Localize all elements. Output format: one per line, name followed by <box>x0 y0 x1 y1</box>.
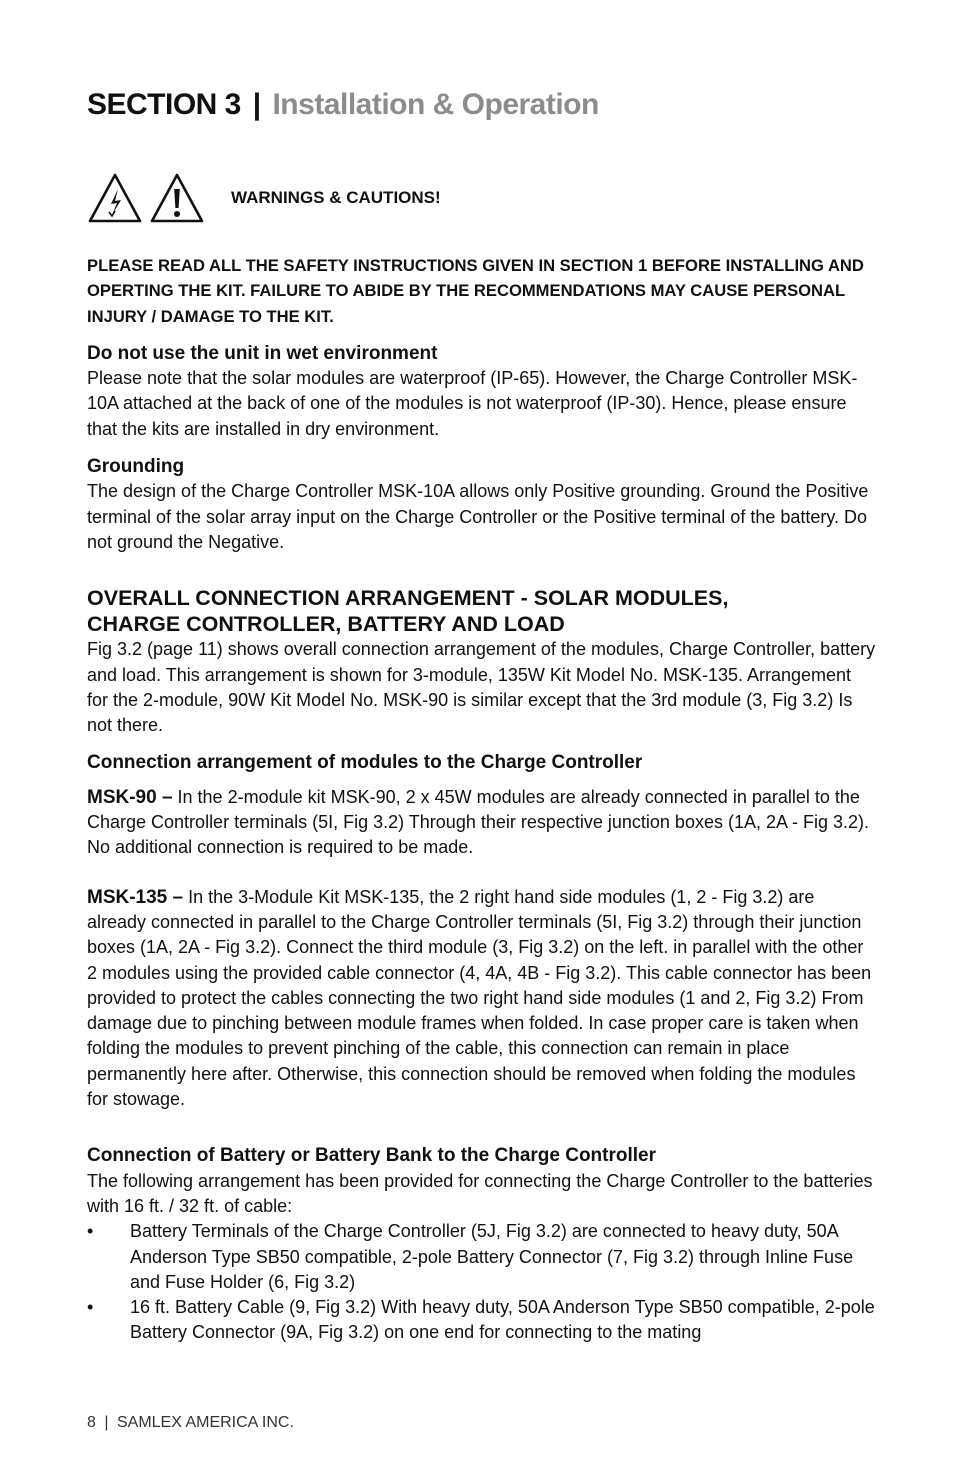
msk135-paragraph <box>87 885 877 1113</box>
overall-heading-line2: CHARGE CONTROLLER, BATTERY AND LOAD <box>87 612 565 637</box>
page-number: 8 <box>87 1414 96 1431</box>
list-item <box>87 1295 877 1346</box>
overall-heading-line1: OVERALL CONNECTION ARRANGEMENT - SOLAR MODULES, <box>87 586 729 611</box>
wet-environment-heading: Do not use the unit in wet environment <box>87 342 438 364</box>
warnings-row <box>87 170 441 226</box>
section-number: SECTION 3 <box>87 88 241 121</box>
battery-connection-intro: The following arrangement has been provided for connecting the Charge Controller to the batteries with 16 ft. / 32 ft. of cable: <box>87 1170 873 1216</box>
overall-connection-body: Fig 3.2 (page 11) shows overall connection arrangement of the modules, Charge Controller, battery and load. This arrangement is shown for 3-module, 135W Kit Model No. MSK-135. Arrangement for the 2-module, 90W Kit Model No. MSK-90 is similar except that the 3rd module (3, Fig 3.2) Is not there. <box>87 639 876 736</box>
caution-exclamation-icon <box>149 172 205 224</box>
bullet-symbol: • <box>87 1297 94 1318</box>
section-name: Installation & Operation <box>272 88 599 121</box>
safety-notice: PLEASE READ ALL THE SAFETY INSTRUCTIONS GIVEN IN SECTION 1 BEFORE INSTALLING AND OPERTING THE KIT. FAILURE TO ABIDE BY THE RECOMMENDATIONS MAY CAUSE PERSONAL INJURY / DAMAGE TO THE KIT. <box>87 256 864 326</box>
warnings-label: WARNINGS & CAUTIONS! <box>231 188 441 207</box>
grounding-heading: Grounding <box>87 456 185 478</box>
msk90-paragraph <box>87 785 877 861</box>
wet-environment-body: Please note that the solar modules are waterproof (IP-65). However, the Charge Controller MSK-10A attached at the back of one of the modules is not waterproof (IP-30). Hence, please ensure that the kits are installed in dry environment. <box>87 368 858 439</box>
electric-shock-warning-icon <box>87 172 143 224</box>
msk90-body: In the 2-module kit MSK-90, 2 x 45W modules are already connected in parallel to the Charge Controller terminals (5I, Fig 3.2) Through their respective junction boxes (1A, 2A - Fig 3.2). No additional connection is required to be made. <box>87 786 870 858</box>
overall-connection-heading <box>87 585 877 637</box>
page-footer <box>87 1414 294 1432</box>
list-item <box>87 1219 877 1295</box>
msk135-body: In the 3-Module Kit MSK-135, the 2 right hand side modules (1, 2 - Fig 3.2) are already connected in parallel to the Charge Controller terminals (5I, Fig 3.2) through their junction boxes (1A, 2A - Fig 3.2). Connect the third module (3, Fig 3.2) on the left. in parallel with the other 2 modules using the provided cable connector (4, 4A, 4B - Fig 3.2). This cable connector has been provided to protect the cables connecting the two right hand side modules (1 and 2, Fig 3.2) From damage due to pinching between module frames when folded. In case proper care is taken when folding the modules to prevent pinching of the cable, this connection can remain in place permanently here after. Otherwise, this connection should be removed when folding the modules for stowage. <box>87 886 872 1110</box>
msk135-lead: MSK-135 – <box>87 886 184 908</box>
bullet-symbol: • <box>87 1221 94 1242</box>
modules-connection-heading: Connection arrangement of modules to the Charge Controller <box>87 752 643 774</box>
list-item-text: 16 ft. Battery Cable (9, Fig 3.2) With heavy duty, 50A Anderson Type SB50 compatible, 2-pole Battery Connector (9A, Fig 3.2) on one end for connecting to the mating <box>130 1297 875 1343</box>
battery-connection-heading: Connection of Battery or Battery Bank to the Charge Controller <box>87 1145 657 1167</box>
msk90-lead: MSK-90 – <box>87 786 173 808</box>
section-title <box>87 88 599 122</box>
section-separator: | <box>252 88 261 121</box>
battery-bullet-list <box>87 1219 877 1345</box>
footer-separator: | <box>104 1414 109 1431</box>
grounding-body: The design of the Charge Controller MSK-10A allows only Positive grounding. Ground the Positive terminal of the solar array input on the Charge Controller or the Positive terminal of the battery. Do not ground the Negative. <box>87 481 869 552</box>
content-body <box>87 253 877 1346</box>
list-item-text: Battery Terminals of the Charge Controller (5J, Fig 3.2) are connected to heavy duty, 50A Anderson Type SB50 compatible, 2-pole Battery Connector (7, Fig 3.2) through Inline Fuse and Fuse Holder (6, Fig 3.2) <box>130 1221 854 1292</box>
company-name: SAMLEX AMERICA INC. <box>116 1414 294 1431</box>
